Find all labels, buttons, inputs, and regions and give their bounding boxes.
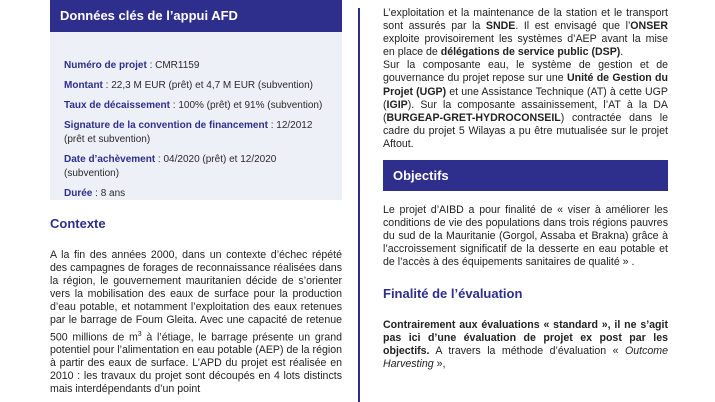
key-value: : 22,3 M EUR (prêt) et 4,7 M EUR (subvention) — [102, 80, 313, 91]
finalite-bold-statement: Contrairement aux évaluations « standard », il ne s’agit pas ici d’une évaluation de projet ex post par les objectifs. — [383, 318, 668, 357]
left-column — [50, 0, 342, 402]
implementation-paragraph — [383, 7, 668, 151]
key-data-list — [50, 32, 342, 201]
key-label: Numéro de projet — [64, 60, 147, 71]
ugp-bold: Unité de Gestion du Projet (UGP) — [383, 72, 668, 98]
key-label: Signature de la convention de financement — [64, 120, 268, 131]
text-run: L’exploitation et la maintenance de la station et le transport sont assurés par la — [383, 7, 668, 33]
key-value: : CMR1159 — [146, 60, 200, 71]
dsp-bold: délégations de service public (DSP) — [440, 46, 621, 59]
key-item-completion-date — [64, 153, 332, 181]
key-label: Taux de décaissement — [64, 100, 170, 111]
contexte-text-part-1: A la fin des années 2000, dans un contexte d’échec répété des campagnes de forages de reconnaissance réalisées dans la région, le gouvernement mauritanien décide de s’orienter vers la mobilisation des eaux de surface pour la production d’eau potable, et notamment l’exploitation des eaux retenues par le barrage de Foum Gleita. Avec une capacité de retenue 500 millions de m — [50, 249, 342, 344]
key-item-disbursement-rate — [64, 99, 332, 113]
key-label: Date d’achèvement — [64, 154, 156, 165]
text-run: », — [433, 357, 446, 370]
snde-bold: SNDE — [485, 20, 516, 33]
key-value: : 100% (prêt) et 91% (subvention) — [169, 100, 323, 111]
onser-bold: ONSER — [630, 20, 668, 33]
text-run: ) contractée dans le cadre du projet 5 Wilayas a pu être mutualisée sur le projet Aftout. — [383, 111, 668, 150]
outcome-harvesting-italic: Outcome Harvesting — [383, 344, 668, 370]
finalite-paragraph — [383, 319, 668, 371]
contexte-text-part-2: à l’étiage, le barrage présente un grand potentiel pour l’alimentation en eau potable (AEP) de la région à partir des eaux de surface. L’APD du projet est réalisée en 2010 : les travaux du projet sont découpés en 4 lots distincts mais interdépendants d’un point — [50, 331, 343, 396]
key-value: : 04/2020 (prêt) et 12/2020 (subvention) — [64, 154, 277, 179]
key-label: Montant — [64, 80, 103, 91]
text-run: exploite provisoirement les systèmes d’AEP avant la mise en place de — [383, 33, 668, 59]
column-divider — [358, 8, 360, 402]
cubic-superscript: 3 — [137, 330, 142, 338]
key-data-heading: Données clés de l’appui AFD — [50, 0, 342, 32]
finalite-heading: Finalité de l’évaluation — [383, 285, 523, 301]
key-value: : 8 ans — [92, 188, 126, 199]
objectifs-heading: Objectifs — [383, 160, 668, 191]
key-label: Durée — [64, 188, 93, 199]
key-item-amount — [64, 79, 332, 93]
igip-bold: IGIP — [386, 98, 408, 111]
contexte-paragraph — [50, 249, 342, 397]
key-item-project-number — [64, 59, 332, 73]
key-item-signature-date — [64, 119, 332, 147]
text-run: ). Sur la composante assainissement, l’AT à la DA ( — [383, 98, 668, 124]
contexte-heading: Contexte — [50, 216, 106, 231]
text-run: et une Assistance Technique (AT) à cette UGP ( — [383, 85, 668, 111]
objectifs-paragraph: Le projet d’AIBD a pour finalité de « viser à améliorer les conditions de vie des populations dans trois régions pauvres du sud de la Mauritanie (Gorgol, Assaba et Brakna) grâce à l’accroissement significatif de la desserte en eau potable et de l’accès à des équipements sanitaires de qualité » . — [383, 204, 668, 269]
burgeap-bold: BURGEAP-GRET-HYDROCONSEIL — [386, 111, 561, 124]
key-value: : 12/2012 (prêt et subvention) — [64, 120, 313, 145]
text-run: . Il est envisagé que l’ — [515, 20, 631, 33]
key-data-box — [50, 0, 342, 200]
text-run: . — [620, 46, 624, 59]
text-run: Sur la composante eau, le système de gestion et de gouvernance du projet repose sur une — [383, 59, 668, 85]
right-column — [383, 0, 668, 402]
text-run: A travers la méthode d’évaluation « — [429, 344, 626, 357]
key-item-duration — [64, 187, 332, 201]
